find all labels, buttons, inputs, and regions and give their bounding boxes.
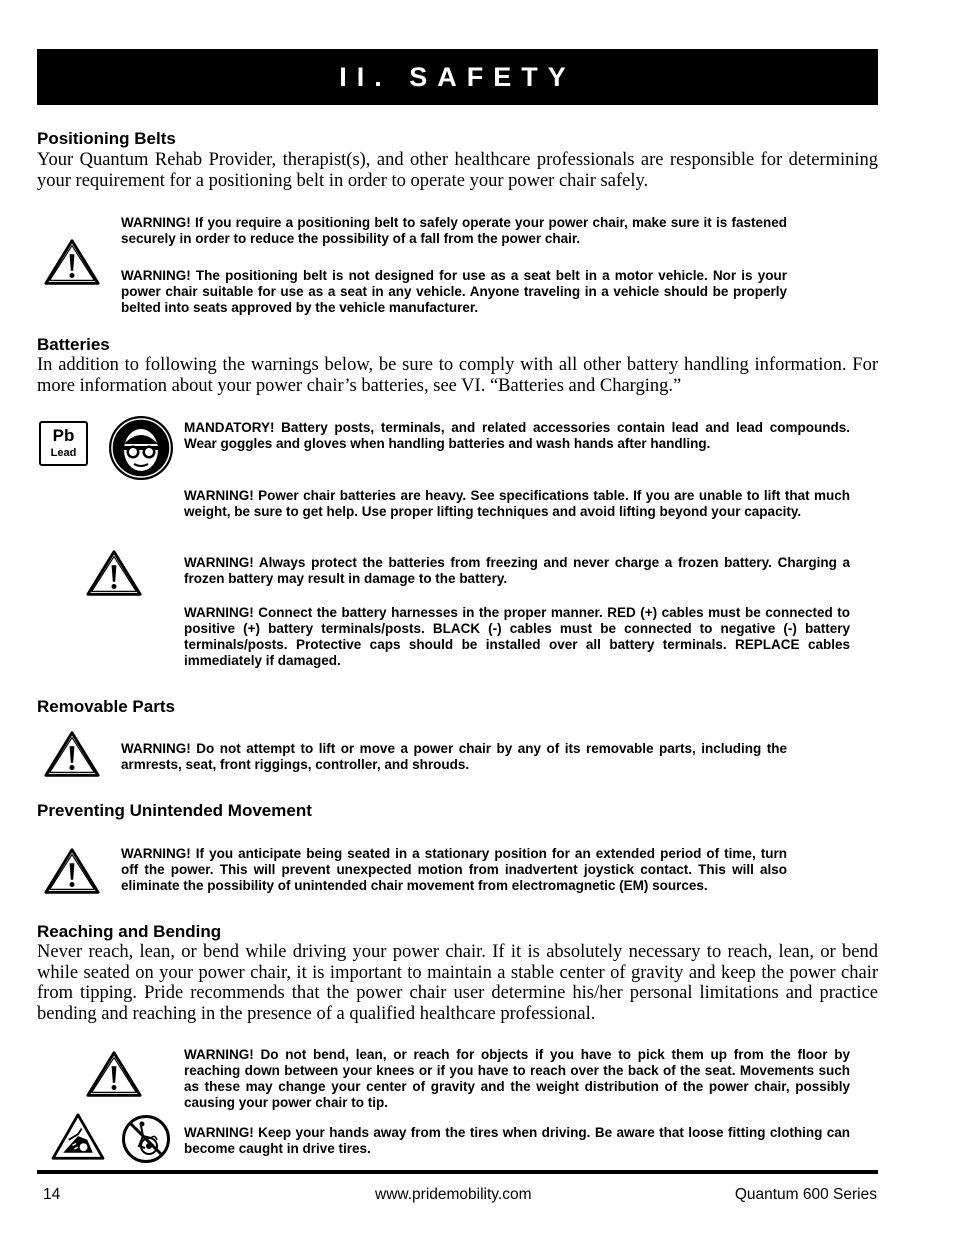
heading-unintended-movement: Preventing Unintended Movement bbox=[37, 801, 312, 820]
no-loose-clothing-icon bbox=[121, 1114, 171, 1164]
heading-positioning-belts: Positioning Belts bbox=[37, 129, 176, 148]
footer-series: Quantum 600 Series bbox=[734, 1186, 877, 1203]
heading-batteries: Batteries bbox=[37, 335, 110, 354]
footer-rule bbox=[37, 1170, 878, 1174]
pb-symbol: Pb bbox=[52, 426, 75, 445]
hand-pinch-icon bbox=[50, 1112, 106, 1162]
heading-reaching-bending: Reaching and Bending bbox=[37, 922, 222, 941]
positioning-body: Your Quantum Rehab Provider, therapist(s), and other healthcare professionals are responsible for determining your requirement for a positioning belt in order to operate your power chair safely. bbox=[37, 150, 878, 191]
reaching-body: Never reach, lean, or bend while driving your power chair. If it is absolutely necessary to reach, lean, or bend while seated on your power chair, it is important to maintain a stable center of gravity and keep the power chair from tipping. Pride recommends that the power chair user determine his/her personal limitations and practice bending and reaching in the presence of a qualified healthcare professional. bbox=[37, 942, 878, 1024]
warning-positioning-belt: WARNING! If you require a positioning belt to safely operate your power chair, make sure it is fastened securely in order to reduce the possibility of a fall from the power chair. bbox=[121, 215, 787, 246]
pb-label: Lead bbox=[50, 447, 77, 459]
warning-unintended-movement: WARNING! If you anticipate being seated in a stationary position for an extended period of time, turn off the power. This will prevent unexpected motion from inadvertent joystick contact. This will also eliminate the possibility of unintended chair movement from electromagnetic (EM) sources. bbox=[121, 846, 787, 893]
section-banner: II. SAFETY bbox=[37, 49, 878, 105]
warning-removable-parts: WARNING! Do not attempt to lift or move a power chair by any of its removable parts, including the armrests, seat, front riggings, controller, and shrouds. bbox=[121, 741, 787, 772]
warning-triangle-icon bbox=[43, 845, 101, 897]
goggles-mandatory-icon bbox=[107, 414, 175, 482]
warning-bend-lean-reach: WARNING! Do not bend, lean, or reach for objects if you have to pick them up from the floor by reaching down between your knees or if you have to reach over the back of the seat. Movements such as these may change your center of gravity and the weight distribution of the power chair, possibly causing your power chair to tip. bbox=[184, 1047, 850, 1110]
heading-removable-parts: Removable Parts bbox=[37, 697, 175, 716]
footer-url[interactable]: www.pridemobility.com bbox=[375, 1186, 532, 1203]
warning-triangle-icon bbox=[43, 728, 101, 780]
batteries-body: In addition to following the warnings below, be sure to comply with all other battery handling information. For more information about your power chair’s batteries, see VI. “Batteries and Charging.” bbox=[37, 355, 878, 396]
warning-tires-clothing: WARNING! Keep your hands away from the tires when driving. Be aware that loose fitting clothing can become caught in drive tires. bbox=[184, 1125, 850, 1156]
warning-triangle-icon bbox=[85, 547, 143, 599]
warning-heavy-batteries: WARNING! Power chair batteries are heavy. See specifications table. If you are unable to lift that much weight, be sure to get help. Use proper lifting techniques and avoid lifting beyond your capacity. bbox=[184, 488, 850, 519]
warning-battery-harness: WARNING! Connect the battery harnesses in the proper manner. RED (+) cables must be connected to positive (+) battery terminals/posts. BLACK (-) cables must be connected to negative (-) battery terminals/posts. Protective caps should be installed over all battery terminals. REPLACE cables immediately if damaged. bbox=[184, 605, 850, 668]
warning-triangle-icon bbox=[85, 1048, 143, 1100]
page-number: 14 bbox=[43, 1186, 61, 1203]
mandatory-lead: MANDATORY! Battery posts, terminals, and related accessories contain lead and lead compounds. Wear goggles and gloves when handling batteries and wash hands after handling. bbox=[184, 420, 850, 451]
warning-seat-belt: WARNING! The positioning belt is not designed for use as a seat belt in a motor vehicle. Nor is your power chair suitable for use as a seat in any vehicle. Anyone traveling in a vehicle should be properly belted into seats approved by the vehicle manufacturer. bbox=[121, 268, 787, 315]
warning-triangle-icon bbox=[43, 236, 101, 288]
lead-pb-icon bbox=[39, 421, 88, 466]
warning-frozen-battery: WARNING! Always protect the batteries from freezing and never charge a frozen battery. Charging a frozen battery may result in damage to the battery. bbox=[184, 555, 850, 586]
